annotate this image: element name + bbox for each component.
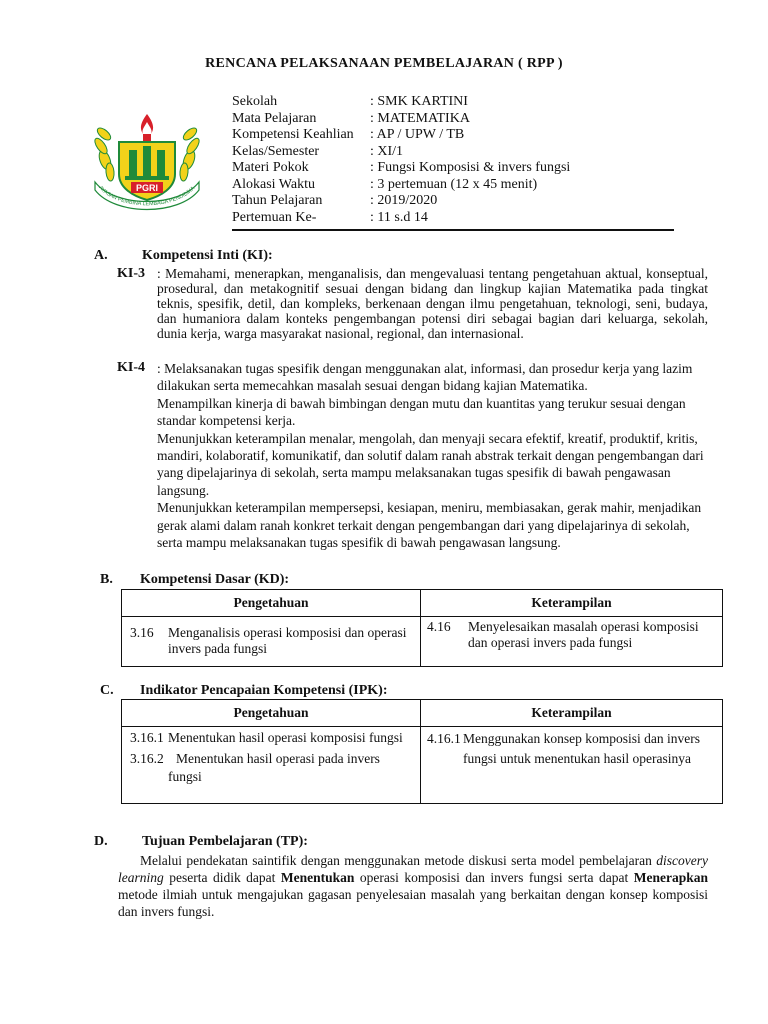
ipk-text: Menggunakan konsep komposisi dan invers fungsi untuk menentukan hasil operasinya <box>463 731 700 766</box>
kd-header-keterampilan: Keterampilan <box>421 590 723 617</box>
ki3-text: : Memahami, menerapkan, menganalisis, dan mengevaluasi tentang pengetahuan aktual, konseptual, prosedural, dan metakognitif sesuai dengan bidang dan lingkup kajian Matematika pada tingkat teknis, spesifik, detil, dan kompleks, berkenaan dengan ilmu pengetahuan, teknologi, seni, budaya, dan humaniora dalam konteks pengembangan potensi diri sebagai bagian dari keluarga, sekolah, dunia kerja, warga masyarakat nasional, regional, dan internasional. <box>157 266 708 341</box>
info-row: Pertemuan Ke- : 11 s.d 14 <box>232 209 428 225</box>
kd-cell-pengetahuan <box>122 617 421 667</box>
info-row: Mata Pelajaran : MATEMATIKA <box>232 110 470 126</box>
info-row: Alokasi Waktu : 3 pertemuan (12 x 45 menit) <box>232 176 538 192</box>
ki3-label: KI-3 <box>117 266 145 281</box>
torch-flame-icon <box>141 114 153 134</box>
ki4-text <box>157 360 705 551</box>
ki4-paragraph: Menunjukkan keterampilan mempersepsi, kesiapan, meniru, membiasakan, gerak mahir, menjadikan gerak alami dalam ranah konkret terkait dengan pengembangan dari yang dipelajarinya di sekolah, serta mampu melaksanakan tugas spesifik di bawah pengawasan langsung. <box>157 500 702 551</box>
section-a-heading: A. Kompetensi Inti (KI): <box>94 248 273 263</box>
kd-number: 4.16 <box>427 619 451 634</box>
logo-badge-text: PGRI <box>135 183 159 193</box>
document-title: RENCANA PELAKSANAAN PEMBELAJARAN ( RPP ) <box>205 56 563 71</box>
ki4-paragraph: : Melaksanakan tugas spesifik dengan menggunakan alat, informasi, dan prosedur kerja yang lazim dilakukan serta memecahkan masalah sesuai dengan bidang kajian Matematika. <box>157 361 693 394</box>
ipk-number: 4.16.1 <box>427 731 461 746</box>
info-row: Tahun Pelajaran : 2019/2020 <box>232 193 438 208</box>
ipk-item: 3.16.2 Menentukan hasil operasi pada invers fungsi <box>130 751 380 784</box>
section-b-heading: B. Kompetensi Dasar (KD): <box>100 572 290 587</box>
header-divider <box>232 229 674 231</box>
school-info <box>232 94 570 226</box>
info-row: Sekolah : SMK KARTINI <box>232 94 468 109</box>
pgri-logo <box>91 112 203 212</box>
section-c-heading: C. Indikator Pencapaian Kompetensi (IPK): <box>100 683 388 698</box>
kd-cell-keterampilan <box>421 617 723 667</box>
ki4-label: KI-4 <box>117 360 145 375</box>
ki4-paragraph: Menunjukkan keterampilan menalar, mengolah, dan menyaji secara efektif, kreatif, produktif, kritis, mandiri, kolaboratif, komunikatif, dan solutif dalam ranah abstrak terkait dengan pengembangan dari yang dipelajarinya di sekolah, serta mampu melaksanakan tugas spesifik di bawah pengawasan langsung. <box>157 430 704 498</box>
wreath-right <box>179 126 201 182</box>
kd-text: Menganalisis operasi komposisi dan operasi invers pada fungsi <box>168 625 407 656</box>
ipk-table <box>121 699 723 804</box>
kd-number: 3.16 <box>130 625 154 640</box>
kd-table <box>121 589 723 667</box>
info-row: Kelas/Semester : XI/1 <box>232 143 404 159</box>
kd-header-pengetahuan: Pengetahuan <box>122 590 421 617</box>
info-row: Materi Pokok : Fungsi Komposisi & invers fungsi <box>232 160 571 175</box>
wreath-left <box>93 126 115 182</box>
ipk-cell-pengetahuan <box>122 727 421 804</box>
tujuan-paragraph: Melalui pendekatan saintifik dengan menggunakan metode diskusi serta model pembelajaran discovery learning peserta didik dapat Menentukan operasi komposisi dan invers fungsi serta dapat Menerapkan metode ilmiah untuk mengajukan gagasan penyelesaian masalah yang berkaitan dengan konsep komposisi dan invers fungsi. <box>118 853 708 919</box>
ipk-header-keterampilan: Keterampilan <box>421 700 723 727</box>
ipk-cell-keterampilan <box>421 727 723 804</box>
ki4-paragraph: Menampilkan kinerja di bawah bimbingan dengan mutu dan kuantitas yang terukur sesuai dengan standar kompetensi kerja. <box>157 395 686 429</box>
section-d-heading: D. Tujuan Pembelajaran (TP): <box>94 834 308 849</box>
logo-ribbon-text: AYASAN PEMBINA LEMBAGA PENDIDIKA <box>97 185 197 208</box>
ipk-item: 3.16.1 Menentukan hasil operasi komposisi fungsi <box>130 730 403 745</box>
kd-text: Menyelesaikan masalah operasi komposisi dan operasi invers pada fungsi <box>468 619 699 650</box>
ipk-header-pengetahuan: Pengetahuan <box>122 700 421 727</box>
info-row: Kompetensi Keahlian : AP / UPW / TB <box>232 127 465 142</box>
